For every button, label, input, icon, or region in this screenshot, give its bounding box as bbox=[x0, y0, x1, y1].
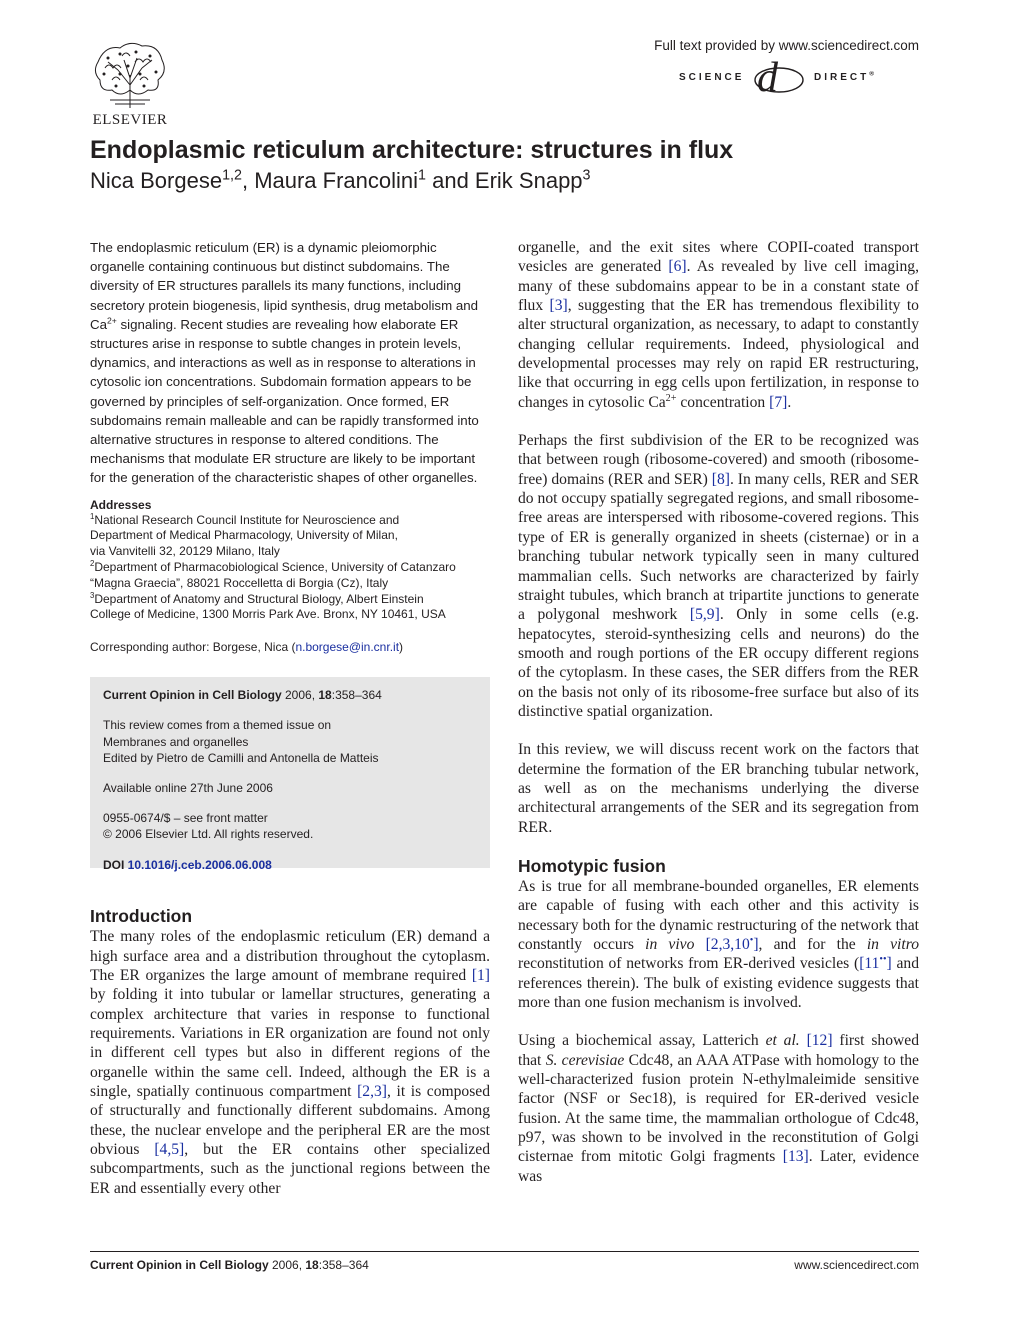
fulltext-notice[interactable]: Full text provided by www.sciencedirect.com bbox=[654, 38, 919, 53]
section-heading-homotypic-fusion: Homotypic fusion bbox=[518, 855, 666, 876]
address-2: $^2$Department of Pharmacobiological Science, University of Catanzaro “Magna Graecia”, 88021 Roccelletta di Borgia (Cz), Italy bbox=[90, 559, 456, 590]
footer-citation: Current Opinion in Cell Biology 2006, 18:358–364 bbox=[90, 1258, 369, 1272]
available-online: Available online 27th June 2006 bbox=[103, 781, 273, 796]
theme-line: This review comes from a themed issue on bbox=[103, 718, 332, 733]
email-link[interactable]: n.borgese@in.cnr.it bbox=[295, 640, 400, 655]
corresponding-author: Corresponding author: Borgese, Nica (n.borgese@in.cnr.it) bbox=[90, 640, 404, 655]
ref-link[interactable]: [4,5] bbox=[154, 1141, 185, 1158]
copyright: © 2006 Elsevier Ltd. All rights reserved. bbox=[103, 827, 314, 842]
ref-link[interactable]: [11••] bbox=[859, 954, 892, 973]
body-paragraph: organelle, and the exit sites where COPII-coated transport vesicles are generated [6]. As revealed by live cell imaging, many of these subdomains appear to be in a constant state of flux [3], suggesting that the ER has tremendous flexibility to alter structural organization, as necessary, to adapt to constantly changing cellular requirements. Indeed, physiological and developmental processes may rely on rapid ER restructuring, like that occurring in egg cells upon fertilization, in response to changes in cytosolic $Ca^{2+}$ concentration [7]. bbox=[518, 239, 919, 411]
elsevier-logo bbox=[90, 40, 170, 130]
address-1: $^1$National Research Council Institute for Neuroscience and Department of Medical Pharmacology, University of Milan, via Vanvitelli 32, 20129 Milano, Italy bbox=[90, 511, 400, 559]
sd-science-text: SCIENCE bbox=[679, 72, 745, 83]
footer-url[interactable]: www.sciencedirect.com bbox=[794, 1258, 919, 1272]
author-affiliation: 1 bbox=[418, 167, 426, 184]
ref-link[interactable]: [5,9] bbox=[689, 606, 720, 624]
citation: Current Opinion in Cell Biology 2006, 18:358–364 bbox=[103, 688, 382, 703]
sd-swoosh-icon bbox=[751, 62, 807, 98]
body-paragraph: Perhaps the first subdivision of the ER to be recognized was that between rough (ribosome-covered) and smooth (ribosome-free) domains (RER and SER) [8]. In many cells, RER and SER do not occupy spatially segregated regions, and small ribosome-free areas are interspersed with ribosome-covered regions. This type of ER is generally organized in sheets (cisternae) or in a branching tubular network typically seen in many cultured mammalian cells. Such networks are characterized by fairly straight tubules, which branch at tripartite junctions to generate a polygonal meshwork [5,9]. Only in some cells (e.g. hepatocytes, steroid-synthesizing cells and neurons) do the smooth and rough portions of the ER occupy different regions of the cytoplasm. In these cases, the SER differs from the RER on the basis not only of its ribosome-free surface but also of its distinctive spatial organization. bbox=[518, 432, 919, 720]
body-paragraph: In this review, we will discuss recent work on the factors that determine the formation of the ER branching tubular network, as well as on the mechanisms underlying the diverse architectural arrangements of the SER and its segregation from RER. bbox=[518, 741, 919, 836]
address-3: $^3$Department of Anatomy and Structural Biology, Albert Einstein College of Medicine, 1300 Morris Park Ave. Bronx, NY 10461, USA bbox=[90, 590, 446, 622]
doi-link[interactable]: 10.1016/j.ceb.2006.06.008 bbox=[127, 857, 272, 872]
author-affiliation: 1,2 bbox=[222, 167, 242, 184]
left-column bbox=[90, 238, 490, 1198]
elsevier-tree-icon bbox=[90, 40, 170, 110]
author-name: Nica Borgese bbox=[90, 168, 223, 193]
ref-link[interactable]: [13] bbox=[782, 1148, 809, 1166]
intro-paragraph: The many roles of the endoplasmic reticulum (ER) demand a high surface area and a distribution throughout the cytoplasm. The ER organizes the large amount of membrane required [1] by folding it into tubular or lamellar structures, generating a complex architecture that varies in response to functional requirements. Variations in ER organization are found not only in different cell types but also in different regions of the organelle within the same cell. Indeed, although the ER is a single, spatially continuous compartment [2,3], it is composed of structurally and functionally different subdomains. Among these, the nuclear envelope and the peripheral ER are the most obvious [4,5], but the ER contains other specialized subcompartments, such as the junctional regions between the ER and essentially every other bbox=[90, 928, 490, 1197]
section-heading-introduction: Introduction bbox=[90, 906, 193, 927]
issn: 0955-0674/$ – see front matter bbox=[103, 811, 268, 826]
ref-link[interactable]: [2,3] bbox=[357, 1082, 387, 1100]
addresses-heading: Addresses bbox=[90, 497, 152, 512]
doi: DOI 10.1016/j.ceb.2006.06.008 bbox=[103, 857, 272, 872]
sd-direct-text: DIRECT® bbox=[814, 70, 878, 83]
sd-d-letter: d bbox=[757, 55, 778, 101]
ref-link[interactable]: [12] bbox=[806, 1032, 833, 1050]
theme-name: Membranes and organelles bbox=[103, 734, 249, 749]
article-title: Endoplasmic reticulum architecture: structures in flux bbox=[90, 136, 734, 164]
author-name: Erik Snapp bbox=[474, 168, 583, 193]
author-name: Maura Francolini bbox=[254, 168, 419, 193]
publisher-name: ELSEVIER bbox=[92, 112, 168, 128]
copyright-icon: © bbox=[103, 827, 112, 842]
abstract: The endoplasmic reticulum (ER) is a dynamic pleiomorphic organelle containing continuous but distinct subdomains. The diversity of ER structures parallels its many functions, including secretory protein biogenesis, lipid synthesis, drug metabolism and $Ca^{2+}$ signaling. Recent studies are revealing how elaborate ER structures arise in response to subtle changes in protein levels, dynamics, and interactions as well as in response to alterations in cytosolic ion concentrations. Subdomain formation appears to be governed by principles of self-organization. Once formed, ER subdomains remain malleable and can be rapidly transformed into alternative structures in response to altered conditions. The mechanisms that modulate ER structure are likely to be important for the generation of the characteristic shapes of other organelles. bbox=[90, 240, 479, 486]
ref-link[interactable]: [8] bbox=[711, 470, 730, 488]
author-affiliation: 3 bbox=[582, 167, 591, 184]
right-column bbox=[518, 238, 919, 1186]
body-paragraph: As is true for all membrane-bounded organelles, ER elements are capable of fusing with each other and this activity is necessary both for the dynamic restructuring of the network that constantly occurs in vivo [2,3,10•], and for the in vitro reconstitution of networks from ER-derived vesicles ([11••] and references therein). The bulk of existing evidence suggests that more than one fusion mechanism is involved. bbox=[518, 877, 919, 1012]
sciencedirect-logo[interactable] bbox=[679, 55, 919, 101]
body-paragraph: Using a biochemical assay, Latterich et al. [12] first showed that S. cerevisiae Cdc48, an AAA ATPase with homology to the well-characterized fusion protein N-ethylmaleimide sensitive factor (NSF or Sec18), is required for ER-derived vesicle fusion. At the same time, the mammalian orthologue of Cdc48, p97, was shown to be involved in the reconstitution of Golgi cisternae from mitotic Golgi fragments [13]. Later, evidence was bbox=[518, 1032, 920, 1185]
editors: Edited by Pietro de Camilli and Antonella de Matteis bbox=[103, 750, 379, 765]
ref-link[interactable]: [7] bbox=[769, 393, 788, 411]
article-info-box bbox=[90, 677, 490, 872]
ref-link[interactable]: [2,3,10•] bbox=[705, 934, 759, 953]
footer-divider bbox=[90, 1251, 919, 1252]
ref-link[interactable]: [3] bbox=[549, 297, 568, 315]
ref-link[interactable]: [6] bbox=[668, 258, 687, 276]
ref-link[interactable]: [1] bbox=[471, 966, 490, 984]
author-list: Nica Borgese$^{1,2}$, Maura Francolini$^1$ and Erik Snapp$^3$ bbox=[90, 167, 591, 193]
